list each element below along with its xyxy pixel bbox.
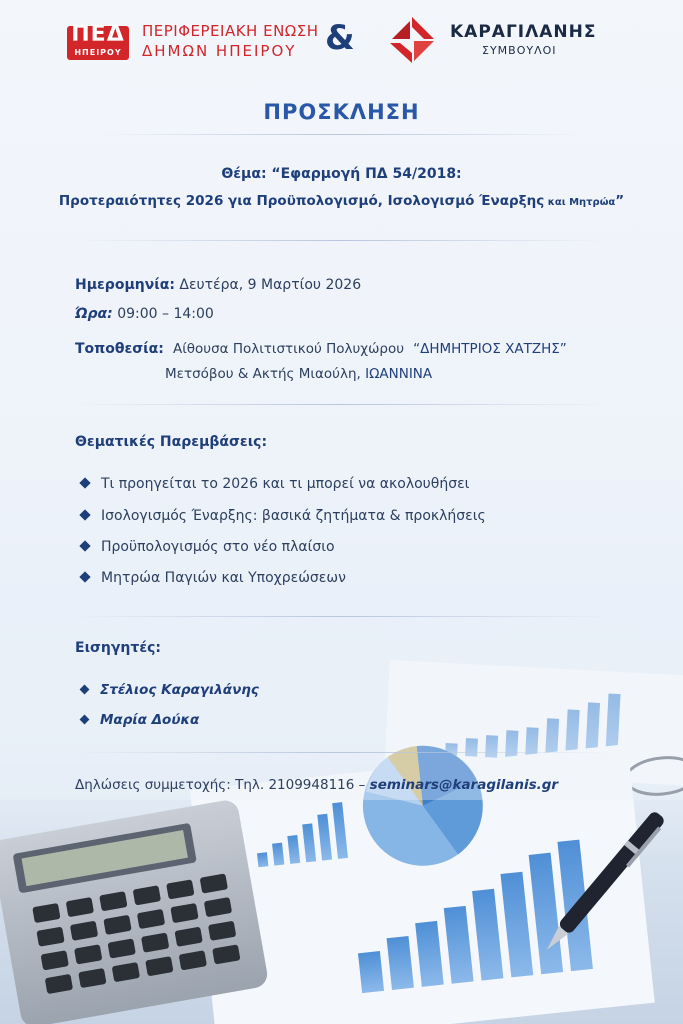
karagilanis-subtitle: ΣΥΜΒΟΥΛΟΙ (482, 44, 557, 57)
divider (70, 752, 613, 753)
time-row (75, 303, 214, 322)
diamond-bullet-icon (80, 715, 90, 725)
date-label: Ημερομηνία: (75, 277, 175, 293)
speakers-heading: Εισηγητές: (75, 640, 162, 656)
ped-logo-text: ΠΕΔ (71, 22, 125, 47)
page-title: ΠΡΟΣΚΛΗΣΗ (263, 100, 420, 124)
subject-line1: Θέμα: “Εφαρμογή ΠΔ 54/2018: (221, 166, 462, 182)
time-value: 09:00 – 14:00 (112, 306, 214, 322)
diamond-bullet-icon (79, 540, 90, 551)
subject-line2 (0, 193, 683, 209)
topic-item: Μητρώα Παγιών και Υποχρεώσεων (81, 570, 346, 586)
divider (70, 240, 613, 241)
topic-item: Ισολογισμός Έναρξης: βασικά ζητήματα & προκλήσεις (81, 508, 486, 524)
karagilanis-name: ΚΑΡΑΓΙΛΑΝΗΣ (450, 22, 597, 42)
location-address: Μετσόβου & Ακτής Μιαούλη, (165, 366, 366, 382)
registration-text: Δηλώσεις συμμετοχής: Τηλ. 2109948116 – (75, 777, 370, 793)
topics-heading: Θεματικές Παρεμβάσεις: (75, 434, 268, 450)
karagilanis-logo-icon (388, 15, 438, 65)
speaker-item: Μαρία Δούκα (81, 712, 199, 728)
location-line1: Αίθουσα Πολιτιστικού Πολυχώρου (172, 341, 405, 357)
location-label: Τοποθεσία: (75, 341, 164, 357)
ped-name-line2: ΔΗΜΩΝ ΗΠΕΙΡΟΥ (142, 42, 297, 60)
speaker-item: Στέλιος Καραγιλάνης (81, 682, 259, 698)
subject-line2-main: Προτεραιότητες 2026 για Προϋπολογισμό, Ισολογισμό Έναρξης (58, 193, 545, 209)
location-line2 (165, 366, 432, 382)
registration-line (75, 777, 558, 793)
topic-item: Προϋπολογισμός στο νέο πλαίσιο (81, 539, 335, 555)
diamond-bullet-icon (79, 477, 90, 488)
date-value: Δευτέρα, 9 Μαρτίου 2026 (174, 277, 362, 293)
date-row (75, 274, 361, 293)
diamond-bullet-icon (80, 685, 90, 695)
ampersand: & (325, 18, 355, 58)
registration-email[interactable]: seminars@karagilanis.gr (369, 777, 559, 793)
ped-name-line1: ΠΕΡΙΦΕΡΕΙΑΚΗ ΕΝΩΣΗ (142, 22, 319, 40)
diamond-bullet-icon (79, 509, 90, 520)
diamond-bullet-icon (79, 571, 90, 582)
time-label: Ώρα: (75, 306, 113, 322)
subject-line2-small: και Μητρώα (544, 197, 616, 208)
location-row (75, 338, 567, 357)
divider (70, 616, 613, 617)
location-city: ΙΩΑΝΝΙΝΑ (365, 366, 433, 382)
divider (70, 404, 613, 405)
topic-item: Τι προηγείται το 2026 και τι μπορεί να ακολουθήσει (81, 476, 469, 492)
divider (100, 134, 583, 135)
ped-logo-subtext: ΗΠΕΙΡΟΥ (74, 48, 122, 57)
subject-line2-end: ” (615, 193, 625, 209)
location-venue: “ΔΗΜΗΤΡΙΟΣ ΧΑΤΖΗΣ” (413, 341, 567, 357)
